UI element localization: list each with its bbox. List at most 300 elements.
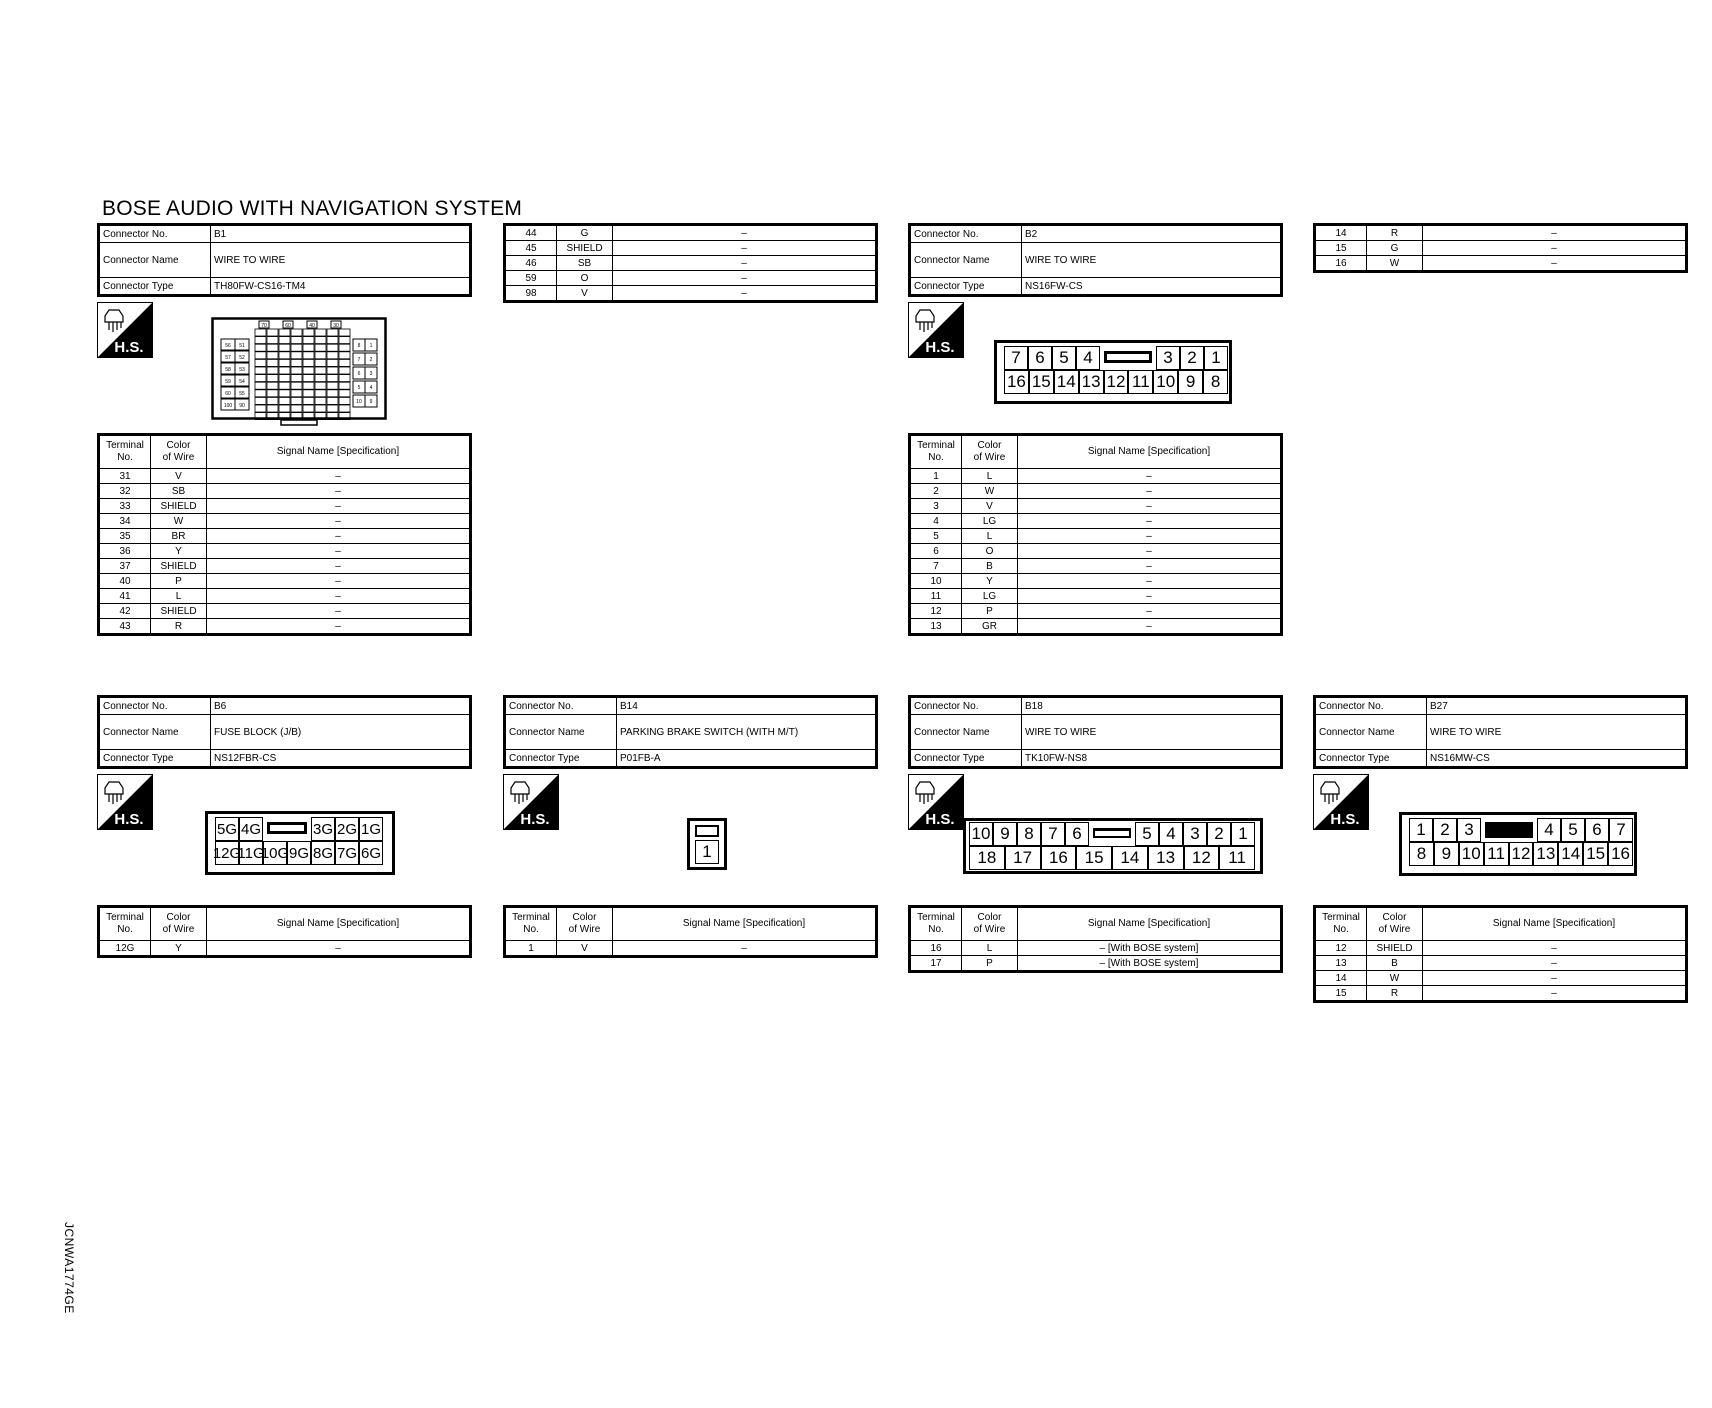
terminal-no: 12	[910, 604, 962, 619]
table-row	[1315, 241, 1687, 256]
wire-color: O	[962, 544, 1018, 559]
connector-name-value: WIRE TO WIRE	[1022, 715, 1282, 750]
connector-b2-terminal-table	[908, 433, 1283, 636]
hs-icon	[1313, 774, 1369, 830]
signal-name: –	[1018, 514, 1282, 529]
connector-b1-terminal-table	[97, 433, 472, 636]
label-connector-no: Connector No.	[505, 697, 617, 715]
pin-14: 14	[1054, 370, 1079, 394]
pin-7: 7	[1004, 346, 1028, 370]
wire-color: G	[1367, 241, 1423, 256]
pin-label: 60	[225, 391, 231, 397]
terminal-no: 36	[99, 544, 151, 559]
pin-9: 9	[1178, 370, 1203, 394]
terminal-no: 17	[910, 956, 962, 972]
signal-name: –	[1423, 256, 1687, 272]
table-row	[910, 469, 1282, 484]
terminal-no: 45	[505, 241, 557, 256]
table-row	[505, 271, 877, 286]
connector-b27-header	[1313, 695, 1688, 769]
signal-name: – [With BOSE system]	[1018, 941, 1282, 956]
table-row	[505, 241, 877, 256]
wire-color: SHIELD	[151, 604, 207, 619]
label-connector-name: Connector Name	[99, 715, 211, 750]
terminal-no: 16	[910, 941, 962, 956]
wire-color: SB	[557, 256, 613, 271]
terminal-no: 2	[910, 484, 962, 499]
pin-label: 1	[369, 343, 373, 349]
table-row	[99, 469, 471, 484]
pin-18: 18	[969, 846, 1005, 870]
wire-color: L	[962, 529, 1018, 544]
pin-4: 4	[1159, 822, 1183, 846]
pin-4: 4	[1537, 818, 1561, 842]
wire-color: L	[151, 589, 207, 604]
pin-label: 59	[225, 379, 231, 385]
pin-label: 54	[239, 379, 245, 385]
connector-b18-header	[908, 695, 1283, 769]
harness-side-icon	[97, 774, 153, 830]
signal-name: –	[1423, 241, 1687, 256]
pin-label: 40	[309, 323, 315, 329]
connector-type-value: TH80FW-CS16-TM4	[211, 278, 471, 296]
terminal-no: 10	[910, 574, 962, 589]
connector-b27-terminal-table	[1313, 905, 1688, 1003]
pin-9: 9	[1434, 842, 1459, 866]
harness-side-icon	[908, 302, 964, 358]
wire-color: L	[962, 941, 1018, 956]
pin-11: 11	[1484, 842, 1509, 866]
connector-b2-header	[908, 223, 1283, 297]
wire-color: B	[1367, 956, 1423, 971]
connector-b1-face	[211, 317, 387, 427]
connector-no-value: B6	[211, 697, 471, 715]
label-connector-name: Connector Name	[1315, 715, 1427, 750]
wire-color: O	[557, 271, 613, 286]
pin-10: 10	[1153, 370, 1178, 394]
diagram-code: JCNWA1774GE	[62, 1222, 76, 1314]
label-connector-type: Connector Type	[910, 750, 1022, 768]
pin-15: 15	[1583, 842, 1608, 866]
terminal-no: 31	[99, 469, 151, 484]
table-row	[505, 286, 877, 302]
table-row	[99, 574, 471, 589]
terminal-no-header: Terminal No.	[1315, 907, 1367, 941]
pin-12G: 12G	[215, 841, 239, 865]
table-row	[910, 499, 1282, 514]
wire-color: R	[1367, 225, 1423, 241]
terminal-no: 37	[99, 559, 151, 574]
wire-color: G	[557, 225, 613, 241]
pin-label: 5	[357, 385, 361, 391]
table-row	[910, 514, 1282, 529]
pin-13: 13	[1079, 370, 1104, 394]
pin-label: 9	[369, 399, 373, 405]
terminal-no-header: Terminal No.	[99, 435, 151, 469]
connector-b6-terminal-table	[97, 905, 472, 958]
hs-label: H.S.	[520, 811, 550, 828]
pin-5: 5	[1135, 822, 1159, 846]
hs-label: H.S.	[1330, 811, 1360, 828]
terminal-no: 43	[99, 619, 151, 635]
hs-label: H.S.	[114, 339, 144, 356]
signal-name-header: Signal Name [Specification]	[207, 907, 471, 941]
wire-color: SHIELD	[151, 559, 207, 574]
pin-9: 9	[993, 822, 1017, 846]
harness-side-icon	[908, 774, 964, 830]
pin-label: 4	[369, 385, 373, 391]
terminal-no: 14	[1315, 971, 1367, 986]
pin-label: 52	[239, 355, 245, 361]
pin-1: 1	[1231, 822, 1255, 846]
wire-color: LG	[962, 589, 1018, 604]
wire-color: W	[1367, 971, 1423, 986]
connector-b2-face	[994, 340, 1232, 404]
terminal-no: 32	[99, 484, 151, 499]
pin-3: 3	[1457, 818, 1481, 842]
signal-name-header: Signal Name [Specification]	[1018, 907, 1282, 941]
pin-label: 57	[225, 355, 231, 361]
table-row	[910, 589, 1282, 604]
signal-name: –	[207, 544, 471, 559]
pin-7: 7	[1609, 818, 1633, 842]
signal-name: –	[1018, 529, 1282, 544]
signal-name: – [With BOSE system]	[1018, 956, 1282, 972]
signal-name: –	[207, 574, 471, 589]
pin-label: 90	[239, 403, 245, 409]
signal-name: –	[1018, 604, 1282, 619]
connector-b14-face	[687, 818, 727, 870]
table-row	[505, 256, 877, 271]
table-row	[1315, 986, 1687, 1002]
signal-name: –	[207, 941, 471, 957]
pin-label: 56	[225, 343, 231, 349]
pin-16: 16	[1004, 370, 1029, 394]
table-row	[1315, 941, 1687, 956]
terminal-no: 13	[910, 619, 962, 635]
pin-2: 2	[1207, 822, 1231, 846]
terminal-no: 98	[505, 286, 557, 302]
connector-key	[1104, 351, 1152, 363]
wire-color: V	[557, 941, 613, 957]
terminal-no: 12	[1315, 941, 1367, 956]
connector-key	[1093, 828, 1131, 838]
connector-name-value: PARKING BRAKE SWITCH (WITH M/T)	[617, 715, 877, 750]
connector-b6-header	[97, 695, 472, 769]
pin-6: 6	[1585, 818, 1609, 842]
terminal-no: 4	[910, 514, 962, 529]
connector-no-value: B2	[1022, 225, 1282, 243]
pin-3G: 3G	[311, 817, 335, 841]
signal-name: –	[613, 225, 877, 241]
wire-color: BR	[151, 529, 207, 544]
wire-color: SHIELD	[557, 241, 613, 256]
connector-name-value: WIRE TO WIRE	[211, 243, 471, 278]
table-row	[910, 604, 1282, 619]
table-row	[505, 225, 877, 241]
terminal-no-header: Terminal No.	[910, 435, 962, 469]
table-row	[99, 514, 471, 529]
pin-5: 5	[1052, 346, 1076, 370]
connector-no-value: B14	[617, 697, 877, 715]
pin-11G: 11G	[239, 841, 263, 865]
terminal-no: 3	[910, 499, 962, 514]
connector-b2-terminal-table-continued	[1313, 223, 1688, 273]
pin-14: 14	[1558, 842, 1583, 866]
pin-16: 16	[1608, 842, 1633, 866]
pin-6: 6	[1028, 346, 1052, 370]
wire-color: P	[151, 574, 207, 589]
signal-name: –	[207, 604, 471, 619]
hs-icon	[97, 774, 153, 830]
table-row	[99, 604, 471, 619]
signal-name: –	[613, 941, 877, 957]
terminal-no: 59	[505, 271, 557, 286]
signal-name: –	[613, 241, 877, 256]
terminal-no: 14	[1315, 225, 1367, 241]
signal-name: –	[207, 499, 471, 514]
label-connector-type: Connector Type	[99, 750, 211, 768]
signal-name: –	[1423, 225, 1687, 241]
terminal-no: 7	[910, 559, 962, 574]
pin-11: 11	[1219, 846, 1255, 870]
connector-b14-header	[503, 695, 878, 769]
connector-b1-terminal-table-continued	[503, 223, 878, 303]
signal-name: –	[1423, 941, 1687, 956]
table-row	[1315, 225, 1687, 241]
wire-color: P	[962, 604, 1018, 619]
connector-type-value: NS12FBR-CS	[211, 750, 471, 768]
connector-type-value: NS16MW-CS	[1427, 750, 1687, 768]
table-row	[1315, 956, 1687, 971]
wire-color: B	[962, 559, 1018, 574]
table-row	[99, 619, 471, 635]
signal-name: –	[1018, 619, 1282, 635]
pin-4: 4	[1076, 346, 1100, 370]
terminal-no: 41	[99, 589, 151, 604]
connector-key	[695, 825, 719, 837]
wire-color-header: Color of Wire	[962, 435, 1018, 469]
pin-1: 1	[1409, 818, 1433, 842]
terminal-no: 15	[1315, 241, 1367, 256]
label-connector-type: Connector Type	[1315, 750, 1427, 768]
pin-8: 8	[1017, 822, 1041, 846]
terminal-no: 6	[910, 544, 962, 559]
hs-label: H.S.	[114, 811, 144, 828]
terminal-no-header: Terminal No.	[910, 907, 962, 941]
table-row	[910, 956, 1282, 972]
connector-b1-drawing	[211, 317, 387, 427]
signal-name: –	[1423, 986, 1687, 1002]
wire-color-header: Color of Wire	[151, 435, 207, 469]
table-row	[910, 529, 1282, 544]
pin-15: 15	[1076, 846, 1112, 870]
wire-color: GR	[962, 619, 1018, 635]
terminal-no: 33	[99, 499, 151, 514]
signal-name: –	[207, 469, 471, 484]
table-row	[1315, 971, 1687, 986]
signal-name: –	[207, 619, 471, 635]
connector-name-value: WIRE TO WIRE	[1022, 243, 1282, 278]
connector-b18-terminal-table	[908, 905, 1283, 973]
label-connector-no: Connector No.	[99, 225, 211, 243]
pin-label: 2	[369, 357, 373, 363]
signal-name-header: Signal Name [Specification]	[1018, 435, 1282, 469]
pin-15: 15	[1029, 370, 1054, 394]
signal-name-header: Signal Name [Specification]	[207, 435, 471, 469]
pin-1: 1	[1204, 346, 1228, 370]
hs-label: H.S.	[925, 339, 955, 356]
pin-2: 2	[1433, 818, 1457, 842]
connector-b14-terminal-table	[503, 905, 878, 958]
label-connector-name: Connector Name	[910, 715, 1022, 750]
pin-label: 8	[357, 343, 361, 349]
table-row	[910, 619, 1282, 635]
connector-name-value: WIRE TO WIRE	[1427, 715, 1687, 750]
wire-color: W	[1367, 256, 1423, 272]
pin-label: 51	[239, 343, 245, 349]
wire-color: R	[1367, 986, 1423, 1002]
signal-name: –	[1018, 499, 1282, 514]
connector-b6-face	[205, 811, 395, 875]
signal-name: –	[1423, 956, 1687, 971]
terminal-no: 42	[99, 604, 151, 619]
pin-9G: 9G	[287, 841, 311, 865]
connector-no-value: B27	[1427, 697, 1687, 715]
wire-color: Y	[151, 941, 207, 957]
pin-7: 7	[1041, 822, 1065, 846]
table-row	[1315, 256, 1687, 272]
pin-label: 58	[225, 367, 231, 373]
pin-12: 12	[1509, 842, 1534, 866]
pin-11: 11	[1128, 370, 1153, 394]
harness-side-icon	[1313, 774, 1369, 830]
signal-name-header: Signal Name [Specification]	[1423, 907, 1687, 941]
connector-b27-face	[1399, 812, 1637, 876]
signal-name: –	[1018, 589, 1282, 604]
table-row	[99, 484, 471, 499]
table-row	[99, 589, 471, 604]
pin-10: 10	[969, 822, 993, 846]
connector-no-value: B18	[1022, 697, 1282, 715]
label-connector-no: Connector No.	[910, 697, 1022, 715]
pin-5G: 5G	[215, 817, 239, 841]
connector-key	[1485, 822, 1533, 838]
wire-color: R	[151, 619, 207, 635]
connector-type-value: P01FB-A	[617, 750, 877, 768]
signal-name-header: Signal Name [Specification]	[613, 907, 877, 941]
table-row	[505, 941, 877, 957]
pin-6G: 6G	[359, 841, 383, 865]
label-connector-type: Connector Type	[505, 750, 617, 768]
hs-icon	[908, 302, 964, 358]
pin-10G: 10G	[263, 841, 287, 865]
pin-13: 13	[1533, 842, 1558, 866]
label-connector-name: Connector Name	[910, 243, 1022, 278]
pin-label: 100	[223, 403, 233, 409]
signal-name: –	[613, 286, 877, 302]
pin-12: 12	[1184, 846, 1220, 870]
table-row	[99, 544, 471, 559]
pin-2: 2	[1180, 346, 1204, 370]
pin-1: 1	[695, 840, 719, 864]
terminal-no: 5	[910, 529, 962, 544]
wire-color-header: Color of Wire	[962, 907, 1018, 941]
table-row	[99, 559, 471, 574]
table-row	[910, 484, 1282, 499]
table-row	[910, 544, 1282, 559]
signal-name: –	[613, 256, 877, 271]
label-connector-type: Connector Type	[910, 278, 1022, 296]
signal-name: –	[207, 484, 471, 499]
wire-color: W	[962, 484, 1018, 499]
pin-5: 5	[1561, 818, 1585, 842]
terminal-no: 44	[505, 225, 557, 241]
wire-color: V	[151, 469, 207, 484]
table-row	[99, 499, 471, 514]
table-row	[910, 941, 1282, 956]
connector-type-value: TK10FW-NS8	[1022, 750, 1282, 768]
terminal-no: 35	[99, 529, 151, 544]
wire-color: Y	[151, 544, 207, 559]
table-row	[99, 941, 471, 957]
terminal-no: 11	[910, 589, 962, 604]
pin-8G: 8G	[311, 841, 335, 865]
connector-b1-header	[97, 223, 472, 297]
terminal-no-header: Terminal No.	[505, 907, 557, 941]
pin-label: 53	[239, 367, 245, 373]
pin-7G: 7G	[335, 841, 359, 865]
pin-label: 55	[239, 391, 245, 397]
table-row	[910, 574, 1282, 589]
pin-label: 3	[369, 371, 373, 377]
pin-label: 70	[261, 323, 267, 329]
pin-10: 10	[1459, 842, 1484, 866]
signal-name: –	[1018, 544, 1282, 559]
label-connector-no: Connector No.	[99, 697, 211, 715]
pin-label: 10	[356, 399, 362, 405]
pin-6: 6	[1065, 822, 1089, 846]
signal-name: –	[207, 514, 471, 529]
harness-side-icon	[503, 774, 559, 830]
wire-color: Y	[962, 574, 1018, 589]
signal-name: –	[1018, 484, 1282, 499]
wire-color: V	[557, 286, 613, 302]
wire-color: V	[962, 499, 1018, 514]
connector-key	[267, 822, 307, 834]
signal-name: –	[207, 559, 471, 574]
wire-color: L	[962, 469, 1018, 484]
pin-3: 3	[1156, 346, 1180, 370]
wire-color: SHIELD	[1367, 941, 1423, 956]
label-connector-type: Connector Type	[99, 278, 211, 296]
signal-name: –	[207, 529, 471, 544]
page-title: BOSE AUDIO WITH NAVIGATION SYSTEM	[102, 197, 523, 220]
pin-16: 16	[1041, 846, 1077, 870]
wire-color: LG	[962, 514, 1018, 529]
wire-color-header: Color of Wire	[151, 907, 207, 941]
pin-3: 3	[1183, 822, 1207, 846]
terminal-no: 15	[1315, 986, 1367, 1002]
pin-14: 14	[1112, 846, 1148, 870]
pin-17: 17	[1005, 846, 1041, 870]
terminal-no: 16	[1315, 256, 1367, 272]
signal-name: –	[207, 589, 471, 604]
hs-icon	[503, 774, 559, 830]
label-connector-name: Connector Name	[505, 715, 617, 750]
table-row	[99, 529, 471, 544]
terminal-no: 1	[505, 941, 557, 957]
